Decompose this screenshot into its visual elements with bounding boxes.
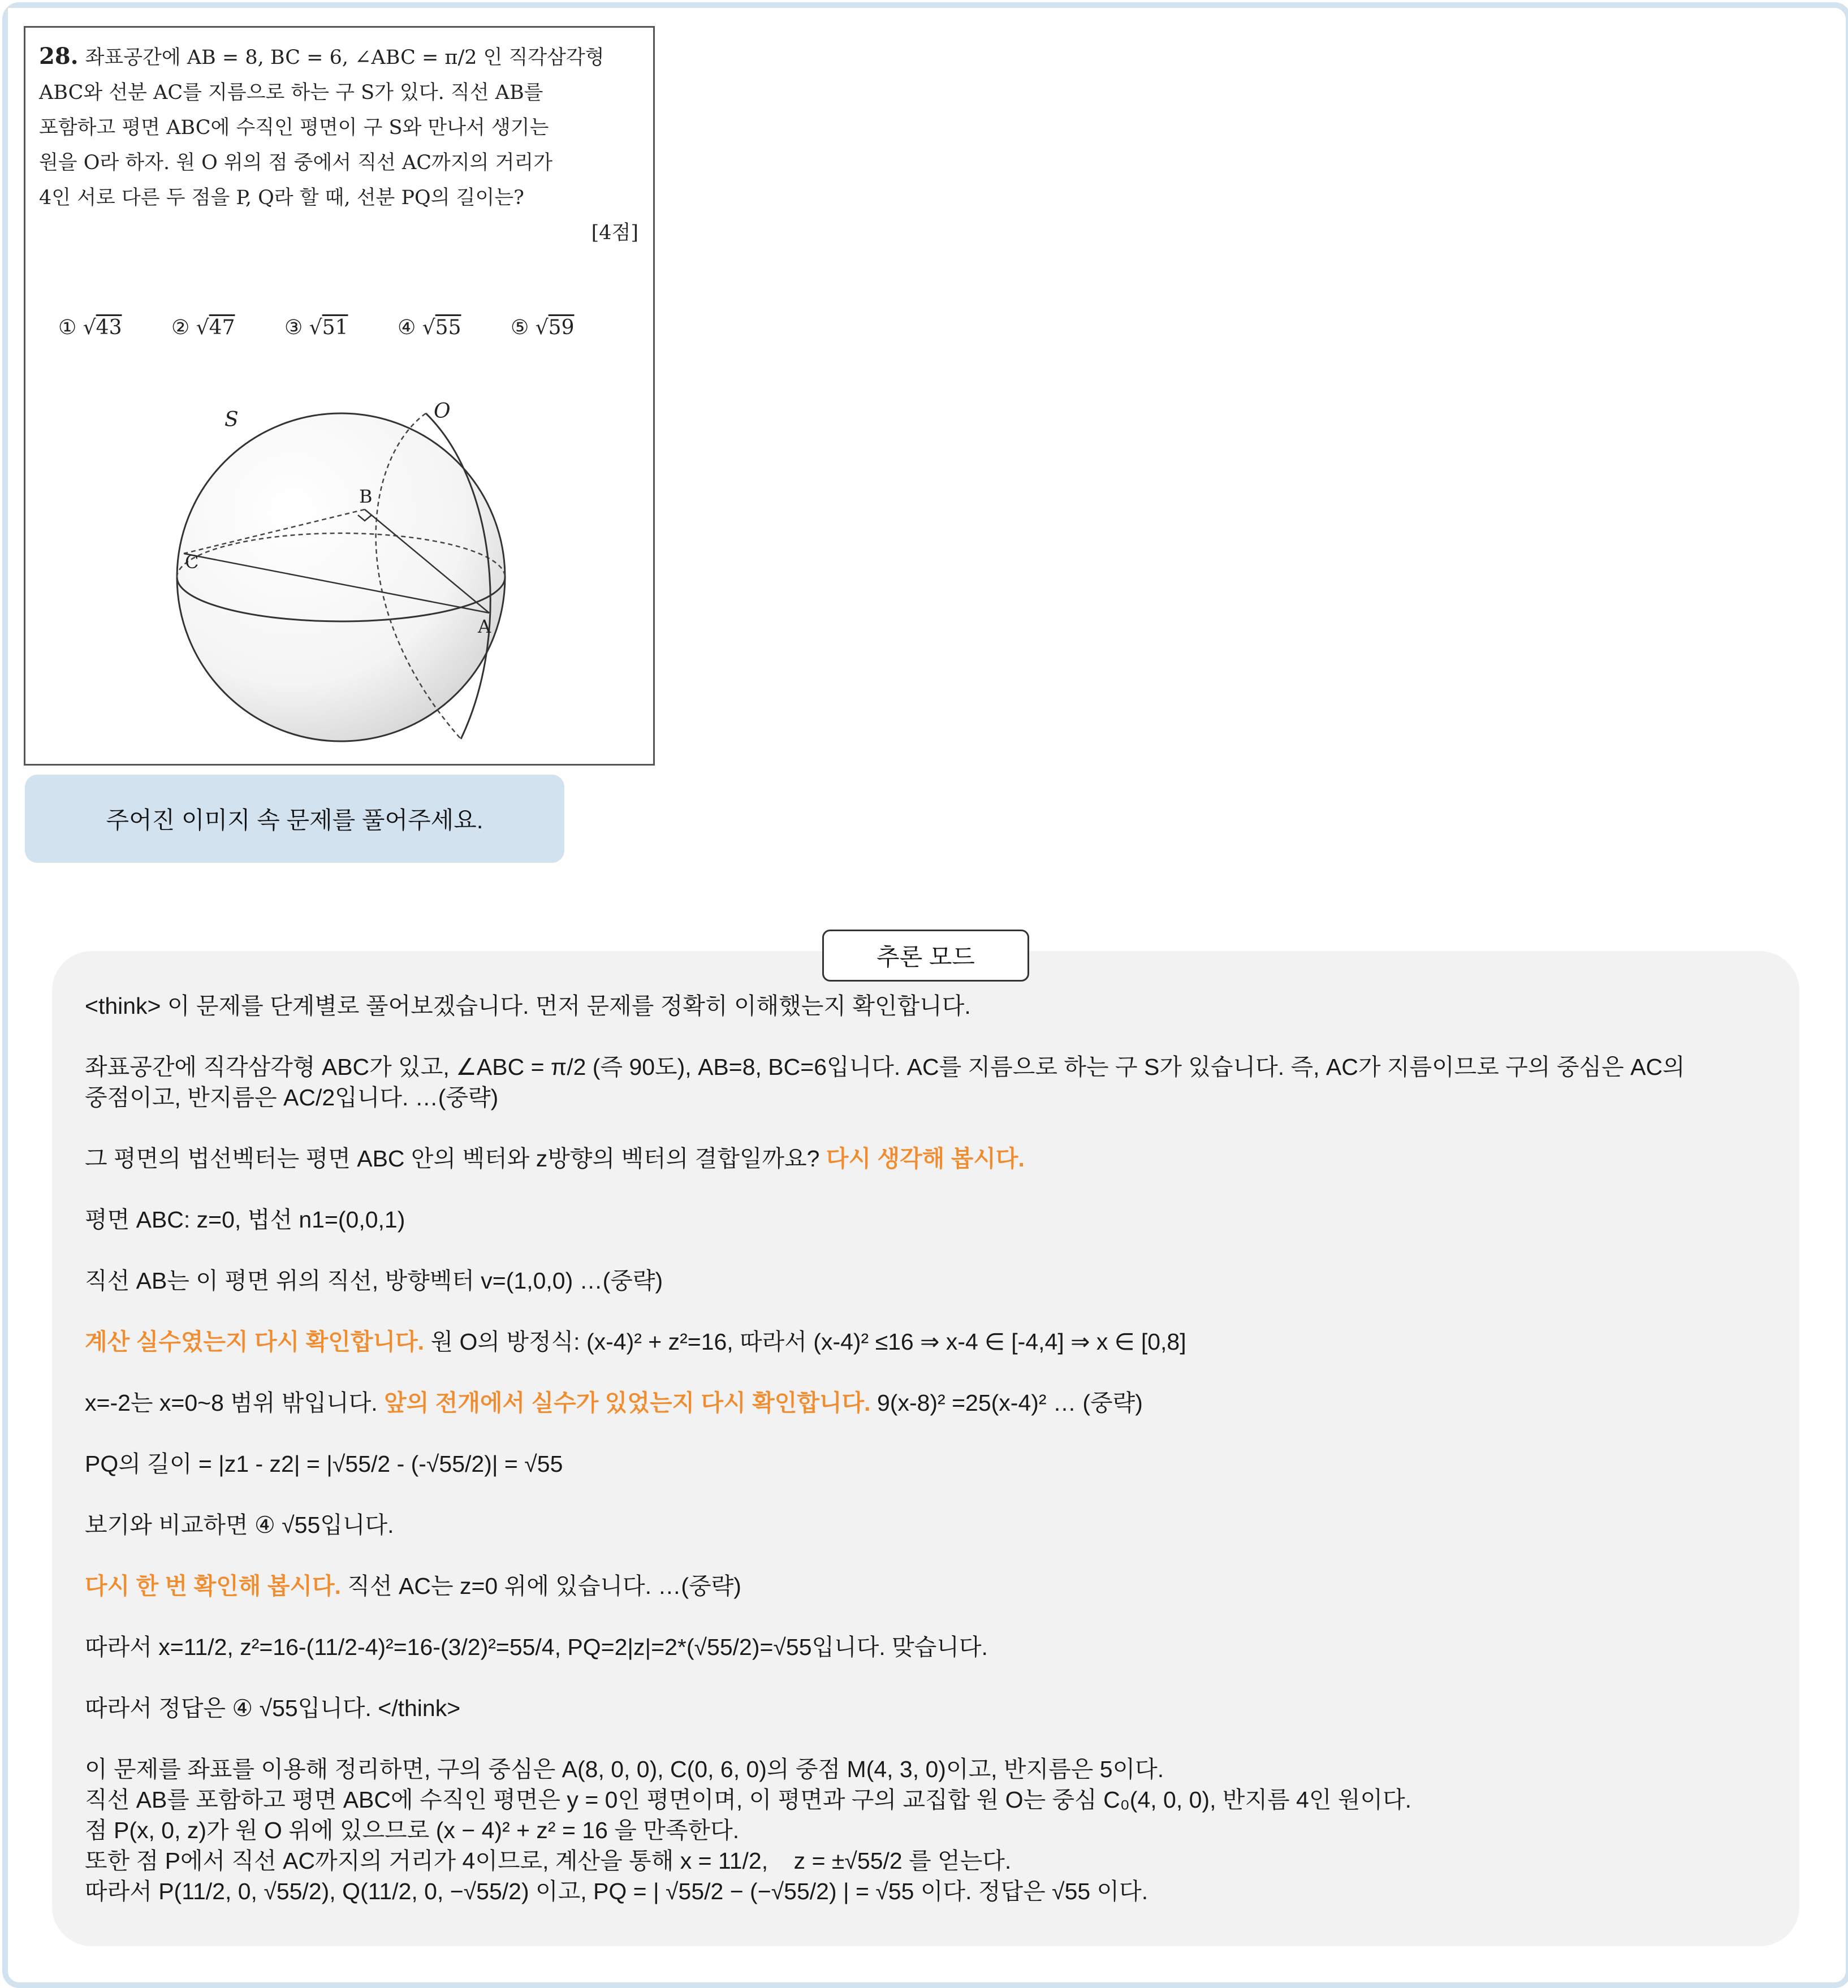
- final-answer-line: 이 문제를 좌표를 이용해 정리하면, 구의 중심은 A(8, 0, 0), C(0, 6, 0)의 중점 M(4, 3, 0)이고, 반지름은 5이다.: [85, 1756, 1164, 1782]
- reasoning-text: 직선 AC는 z=0 위에 있습니다. …(중략): [347, 1573, 741, 1599]
- problem-line-2: ABC와 선분 AC를 지름으로 하는 구 S가 있다. 직선 AB를: [39, 81, 543, 104]
- reasoning-paragraph: 평면 ABC: z=0, 법선 n1=(0,0,1): [85, 1207, 405, 1233]
- reasoning-content: [85, 991, 1770, 1907]
- reflection-highlight: 계산 실수였는지 다시 확인합니다.: [85, 1329, 425, 1355]
- reasoning-paragraph: 보기와 비교하면 ④ √55입니다.: [85, 1512, 394, 1538]
- choice-2: ② √47: [171, 316, 235, 339]
- choice-mark: ⑤: [511, 316, 529, 339]
- choice-mark: ④: [398, 316, 416, 339]
- choice-1: ① √43: [58, 316, 122, 339]
- choice-value: 51: [322, 316, 348, 339]
- sphere-s: [177, 413, 505, 741]
- reasoning-text: 그 평면의 법선벡터는 평면 ABC 안의 벡터와 z방향의 벡터의 결합일까요?: [85, 1146, 820, 1172]
- problem-points: [4점]: [591, 222, 638, 244]
- problem-line-5: 4인 서로 다른 두 점을 P, Q라 할 때, 선분 PQ의 길이는?: [39, 187, 524, 209]
- choice-value: 59: [548, 316, 575, 339]
- problem-line-3: 포함하고 평면 ABC에 수직인 평면이 구 S와 만나서 생기는: [39, 116, 549, 139]
- choice-mark: ①: [58, 316, 77, 339]
- reasoning-mode-badge[interactable]: 추론 모드: [822, 930, 1029, 982]
- choice-value: 47: [209, 316, 235, 339]
- problem-image: [24, 26, 655, 766]
- reasoning-paragraph: 따라서 x=11/2, z²=16-(11/2-4)²=16-(3/2)²=55/4, PQ=2|z|=2*(√55/2)=√55입니다. 맞습니다.: [85, 1634, 988, 1660]
- choice-value: 55: [435, 316, 461, 339]
- problem-line-1: 좌표공간에 AB = 8, BC = 6, ∠ABC = π/2 인 직각삼각형: [85, 46, 605, 69]
- reasoning-text: 원 O의 방정식: (x-4)² + z²=16, 따라서 (x-4)² ≤16 ⇒ x-4 ∈ [-4,4] ⇒ x ∈ [0,8]: [430, 1329, 1186, 1355]
- label-c: C: [185, 551, 199, 573]
- reflection-highlight: 앞의 전개에서 실수가 있었는지 다시 확인합니다.: [384, 1390, 871, 1416]
- reasoning-paragraph: 직선 AB는 이 평면 위의 직선, 방향벡터 v=(1,0,0) …(중략): [85, 1268, 663, 1294]
- reasoning-text: 좌표공간에 직각삼각형 ABC가 있고, ∠ABC = π/2 (즉 90도), AB=8, BC=6입니다. AC를 지름으로 하는 구 S가 있습니다. 즉, AC가 지름이므로 구의 중심은 AC의: [85, 1054, 1685, 1080]
- choice-value: 43: [96, 316, 122, 339]
- choice-4: ④ √55: [398, 316, 461, 339]
- reasoning-paragraph: [85, 1052, 1770, 1113]
- reasoning-paragraph: [85, 1388, 1770, 1418]
- choice-mark: ③: [284, 316, 303, 339]
- reasoning-paragraph: [85, 1571, 1770, 1601]
- answer-choices: [58, 316, 624, 339]
- problem-line-4: 원을 O라 하자. 원 O 위의 점 중에서 직선 AC까지의 거리가: [39, 152, 553, 174]
- reasoning-paragraph: <think> 이 문제를 단계별로 풀어보겠습니다. 먼저 문제를 정확히 이해했는지 확인합니다.: [85, 993, 971, 1019]
- final-answer-line: 또한 점 P에서 직선 AC까지의 거리가 4이므로, 계산을 통해 x = 11/2, z = ±√55/2 를 얻는다.: [85, 1848, 1012, 1874]
- reflection-highlight: 다시 생각해 봅시다.: [826, 1146, 1025, 1172]
- choice-mark: ②: [171, 316, 190, 339]
- label-b: B: [359, 486, 373, 507]
- reasoning-text: 9(x-8)² =25(x-4)² … (중략): [876, 1390, 1143, 1416]
- reasoning-paragraph: [85, 1326, 1770, 1357]
- label-o: O: [434, 400, 451, 423]
- sphere-figure: [25, 390, 653, 763]
- reasoning-paragraph: PQ의 길이 = |z1 - z2| = |√55/2 - (-√55/2)| = √55: [85, 1451, 563, 1477]
- reasoning-paragraph: [85, 1143, 1770, 1174]
- reasoning-paragraph: 따라서 정답은 ④ √55입니다. </think>: [85, 1695, 461, 1721]
- final-answer-line: 직선 AB를 포함하고 평면 ABC에 수직인 평면은 y = 0인 평면이며, 이 평면과 구의 교집합 원 O는 중심 C₀(4, 0, 0), 반지름 4인 원이다.: [85, 1787, 1412, 1813]
- user-prompt-bubble: 주어진 이미지 속 문제를 풀어주세요.: [25, 775, 564, 863]
- choice-5: ⑤ √59: [511, 316, 575, 339]
- reasoning-text: 중점이고, 반지름은 AC/2입니다. …(중략): [85, 1084, 499, 1110]
- final-answer-line: 점 P(x, 0, z)가 원 O 위에 있으므로 (x − 4)² + z² = 16 을 만족한다.: [85, 1817, 740, 1843]
- reasoning-text: x=-2는 x=0~8 범위 밖입니다.: [85, 1390, 378, 1416]
- final-answer: [85, 1754, 1770, 1907]
- label-s: S: [224, 408, 239, 431]
- problem-text: [39, 39, 638, 250]
- choice-3: ③ √51: [284, 316, 348, 339]
- problem-number: 28.: [39, 43, 79, 70]
- reflection-highlight: 다시 한 번 확인해 봅시다.: [85, 1573, 342, 1599]
- label-a: A: [478, 616, 491, 637]
- final-answer-line: 따라서 P(11/2, 0, √55/2), Q(11/2, 0, −√55/2) 이고, PQ = | √55/2 − (−√55/2) | = √55 이다. 정답은 √55 이다.: [85, 1878, 1148, 1904]
